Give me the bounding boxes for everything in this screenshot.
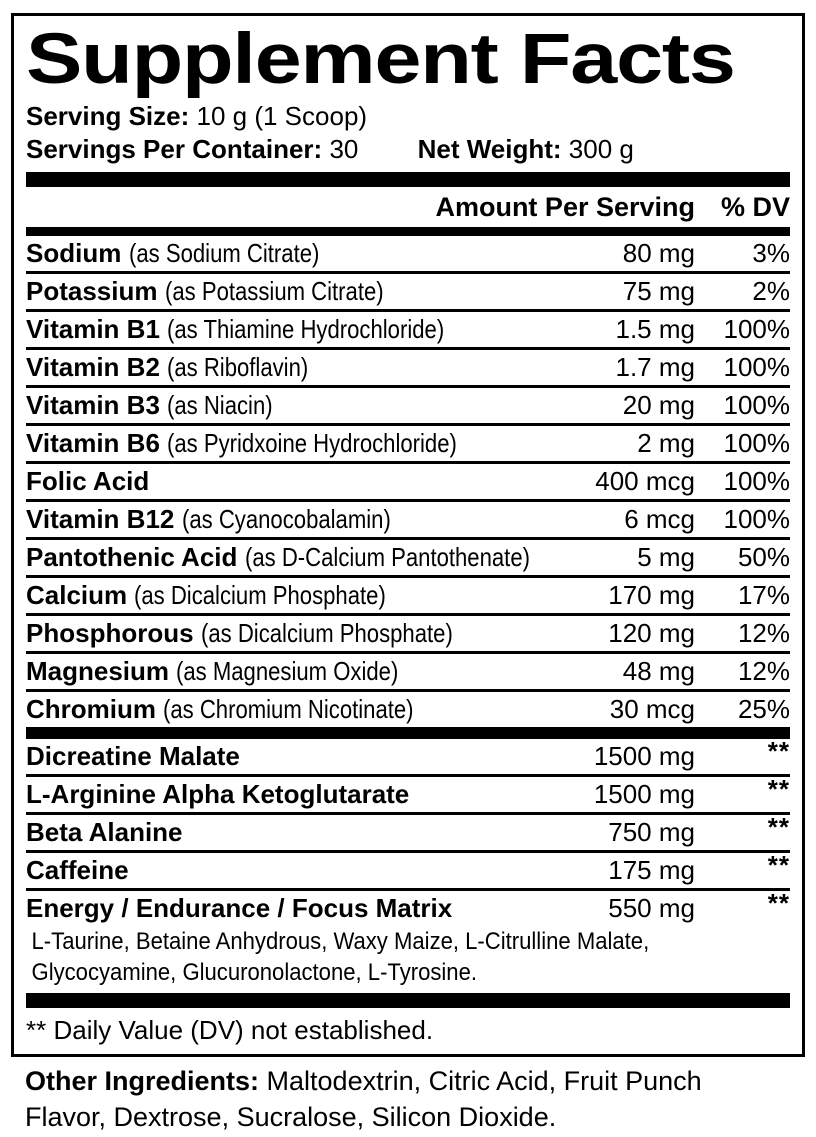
nutrient-name: Calcium (26, 580, 128, 610)
serving-size-label: Serving Size: (26, 101, 190, 131)
nutrient-name: Magnesium (26, 656, 170, 686)
net-weight-value: 300 g (568, 134, 634, 164)
table-row (26, 236, 790, 271)
blend-dv: ** (767, 736, 790, 766)
blend-name: Caffeine (26, 855, 129, 885)
nutrient-name-cell (26, 315, 616, 343)
net-weight-group (418, 134, 634, 164)
nutrient-name: Vitamin B12 (26, 504, 175, 534)
table-row (26, 461, 790, 499)
blend-sub-ingredients: L-Taurine, Betaine Anhydrous, Waxy Maize, L-Citrulline Malate, Glycocyamine, Glucuronolactone, L-Tyrosine. (31, 928, 650, 986)
percent-dv-header: % DV (720, 192, 790, 222)
serving-size-value: 10 g (1 Scoop) (196, 101, 368, 131)
nutrient-dv: 100% (723, 504, 790, 534)
nutrient-source-detail: (as Cyanocobalamin) (181, 504, 391, 534)
blend-table (26, 736, 790, 993)
table-row (26, 575, 790, 613)
nutrient-name-cell (26, 657, 623, 685)
nutrient-name: Folic Acid (26, 466, 150, 496)
nutrient-source-detail: (as Riboflavin) (167, 352, 309, 382)
nutrient-name-cell (26, 619, 608, 647)
nutrient-dv: 25% (737, 694, 790, 724)
nutrient-name: Phosphorous (26, 618, 194, 648)
table-row (26, 812, 790, 850)
blend-name: Beta Alanine (26, 817, 183, 847)
nutrient-name: Vitamin B2 (26, 352, 160, 382)
other-ingredients-label: Other Ingredients: (25, 1066, 260, 1096)
amount-per-serving-header: Amount Per Serving (435, 192, 695, 222)
table-row (26, 651, 790, 689)
nutrient-name: Potassium (26, 276, 158, 306)
net-weight-label: Net Weight: (417, 134, 562, 164)
nutrient-dv: 50% (737, 542, 790, 572)
servings-per-container-value: 30 (329, 134, 359, 164)
nutrient-dv: 17% (737, 580, 790, 610)
nutrient-name-cell (26, 581, 608, 609)
nutrient-dv: 100% (723, 314, 790, 344)
nutrient-source-detail: (as Dicalcium Phosphate) (134, 580, 387, 610)
table-row (26, 774, 790, 812)
nutrient-amount: 170 mg (608, 580, 695, 610)
nutrient-source-detail: (as Dicalcium Phosphate) (200, 618, 453, 648)
nutrient-source-detail: (as Pyridxoine Hydrochloride) (167, 428, 458, 458)
blend-amount: 175 mg (608, 855, 695, 885)
other-ingredients (25, 1063, 777, 1135)
blend-dv: ** (767, 812, 790, 842)
panel-title: Supplement Facts (26, 20, 735, 99)
nutrient-name: Vitamin B6 (26, 428, 160, 458)
nutrient-dv: 3% (752, 238, 790, 268)
nutrient-amount: 30 mcg (609, 694, 695, 724)
nutrient-name: Pantothenic Acid (26, 542, 238, 572)
nutrient-dv: 100% (723, 352, 790, 382)
nutrient-amount: 120 mg (608, 618, 695, 648)
supplement-facts-panel (11, 13, 805, 1057)
nutrient-source-detail: (as Chromium Nicotinate) (163, 694, 414, 724)
dv-footnote: ** Daily Value (DV) not established. (26, 1015, 434, 1045)
nutrient-name-cell (26, 429, 637, 457)
nutrient-amount: 80 mg (622, 238, 695, 268)
blend-dv: ** (767, 888, 790, 918)
table-row (26, 347, 790, 385)
blend-name: Dicreatine Malate (26, 741, 240, 771)
nutrient-name-cell (26, 277, 623, 305)
nutrient-dv: 100% (723, 466, 790, 496)
table-row (26, 423, 790, 461)
nutrient-name: Vitamin B1 (26, 314, 160, 344)
nutrient-source-detail: (as Sodium Citrate) (128, 238, 319, 268)
nutrient-amount: 2 mg (637, 428, 695, 458)
column-header-row (26, 187, 790, 227)
nutrient-amount: 20 mg (622, 390, 695, 420)
nutrient-dv: 100% (723, 390, 790, 420)
other-ingredients-value: Maltodextrin, Citric Acid, Fruit Punch Flavor, Dextrose, Sucralose, Silicon Dioxide. (25, 1066, 702, 1132)
nutrient-name: Sodium (26, 238, 122, 268)
blend-amount: 750 mg (608, 817, 695, 847)
blend-amount: 550 mg (608, 893, 695, 923)
nutrient-name-cell (26, 353, 616, 381)
table-row (26, 689, 790, 727)
nutrient-name-cell (26, 505, 624, 533)
nutrient-amount: 1.5 mg (615, 314, 695, 344)
nutrient-name-cell (26, 543, 637, 571)
nutrient-name: Vitamin B3 (26, 390, 160, 420)
divider-bottom (26, 993, 790, 1008)
nutrient-source-detail: (as Magnesium Oxide) (176, 656, 399, 686)
nutrient-amount: 5 mg (637, 542, 695, 572)
servings-net-weight-line (26, 133, 790, 166)
nutrient-amount: 6 mcg (624, 504, 695, 534)
nutrient-source-detail: (as D-Calcium Pantothenate) (244, 542, 530, 572)
nutrient-dv: 12% (737, 656, 790, 686)
divider-mid (26, 727, 790, 739)
nutrient-amount: 48 mg (622, 656, 695, 686)
nutrient-amount: 1.7 mg (615, 352, 695, 382)
table-row (26, 499, 790, 537)
nutrient-dv: 2% (752, 276, 790, 306)
table-row (26, 309, 790, 347)
nutrient-amount: 75 mg (622, 276, 695, 306)
blend-name: L-Arginine Alpha Ketoglutarate (26, 779, 410, 809)
divider-thick-top (26, 172, 790, 187)
blend-amount: 1500 mg (593, 779, 695, 809)
blend-dv: ** (767, 850, 790, 880)
blend-name: Energy / Endurance / Focus Matrix (26, 893, 453, 923)
blend-dv: ** (767, 774, 790, 804)
nutrient-name-cell (26, 239, 623, 267)
table-row (26, 537, 790, 575)
table-row (26, 736, 790, 774)
table-row (26, 850, 790, 888)
blend-amount: 1500 mg (593, 741, 695, 771)
nutrient-source-detail: (as Thiamine Hydrochloride) (167, 314, 445, 344)
nutrient-name-cell (26, 467, 595, 495)
table-row (26, 271, 790, 309)
nutrient-name-cell (26, 695, 610, 723)
serving-size-line (26, 100, 790, 133)
nutrient-source-detail: (as Potassium Citrate) (164, 276, 384, 306)
table-row (26, 385, 790, 423)
nutrient-name-cell (26, 391, 623, 419)
divider-under-header (26, 227, 790, 236)
nutrient-table (26, 236, 790, 727)
nutrient-name: Chromium (26, 694, 156, 724)
table-row (26, 888, 790, 993)
nutrient-source-detail: (as Niacin) (167, 390, 273, 420)
nutrient-dv: 100% (723, 428, 790, 458)
table-row (26, 613, 790, 651)
servings-per-container-label: Servings Per Container: (26, 134, 323, 164)
nutrient-amount: 400 mcg (595, 466, 695, 496)
nutrient-dv: 12% (737, 618, 790, 648)
